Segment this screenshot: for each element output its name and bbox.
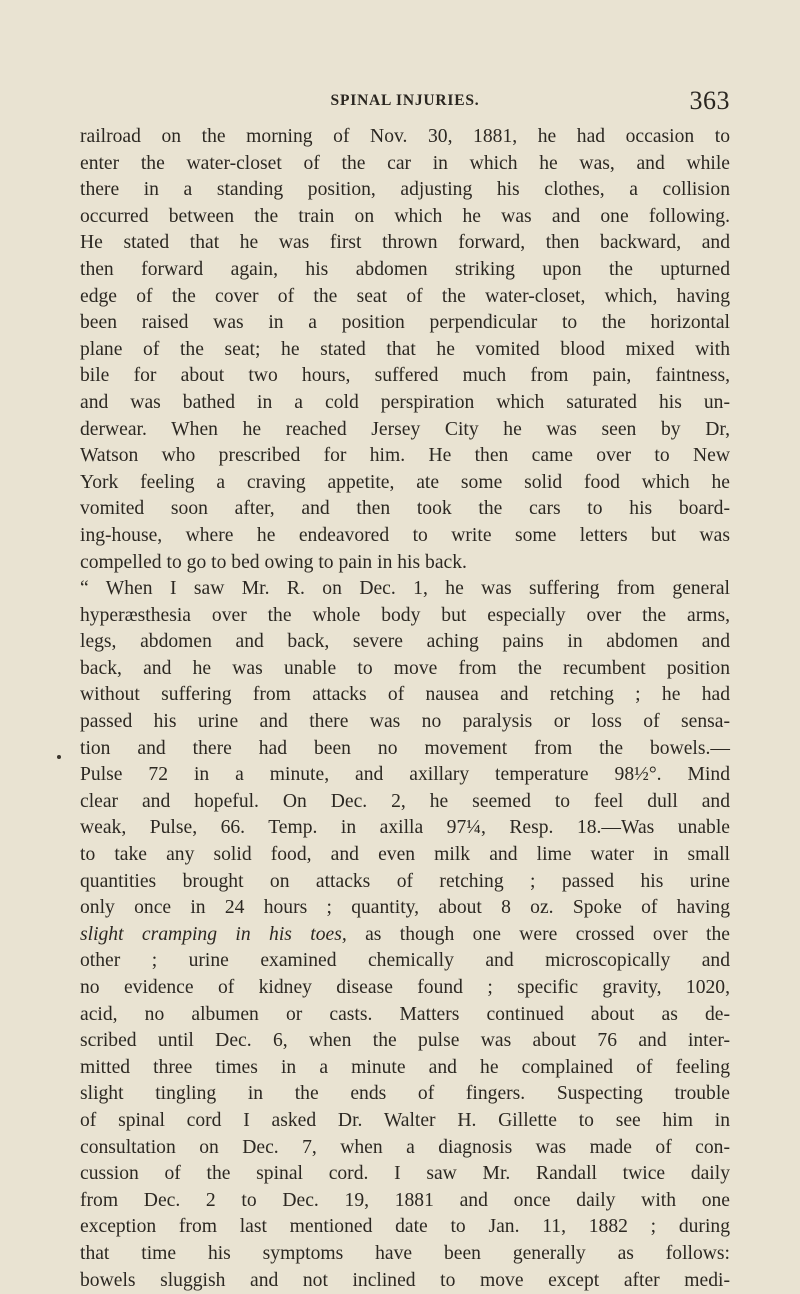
italic-line-rest: as though one were crossed over the <box>346 923 730 945</box>
text-line: passed his urine and there was no paralysis or loss of sensa- <box>80 711 730 733</box>
running-title: SPINAL INJURIES. <box>330 92 480 109</box>
text-line: only once in 24 hours ; quantity, about 8 oz. Spoke of having <box>80 897 730 919</box>
text-line: clear and hopeful. On Dec. 2, he seemed to feel dull and <box>80 790 730 812</box>
text-line: bile for about two hours, suffered much from pain, faintness, <box>80 365 730 387</box>
text-line: back, and he was unable to move from the recumbent position <box>80 657 730 679</box>
text-line: mitted three times in a minute and he complained of feeling <box>80 1056 730 1078</box>
page-number: 363 <box>689 86 730 115</box>
text-line: acid, no albumen or casts. Matters continued about as de- <box>80 1003 730 1025</box>
text-line: bowels sluggish and not inclined to move except after medi- <box>80 1269 730 1291</box>
text-line: hyperæsthesia over the whole body but especially over the arms, <box>80 604 730 626</box>
text-line: edge of the cover of the seat of the water-closet, which, having <box>80 285 730 307</box>
text-line: slight tingling in the ends of fingers. Suspecting trouble <box>80 1083 730 1105</box>
text-line: there in a standing position, adjusting his clothes, a collision <box>80 179 730 201</box>
text-line: occurred between the train on which he was and one following. <box>80 205 730 227</box>
text-line: enter the water-closet of the car in which he was, and while <box>80 152 730 174</box>
text-line: compelled to go to bed owing to pain in his back. <box>80 551 467 573</box>
text-line: York feeling a craving appetite, ate some solid food which he <box>80 471 730 493</box>
text-line: that time his symptoms have been generally as follows: <box>80 1242 730 1264</box>
text-line: railroad on the morning of Nov. 30, 1881, he had occasion to <box>80 126 730 147</box>
text-line: “ When I saw Mr. R. on Dec. 1, he was suffering from general <box>80 578 730 600</box>
text-line-italic-phrase <box>80 922 730 949</box>
text-line: without suffering from attacks of nausea and retching ; he had <box>80 684 730 706</box>
body-text <box>80 124 730 1294</box>
text-line: Watson who prescribed for him. He then came over to New <box>80 445 730 467</box>
text-line: of spinal cord I asked Dr. Walter H. Gillette to see him in <box>80 1109 730 1131</box>
text-line: weak, Pulse, 66. Temp. in axilla 97¼, Resp. 18.—Was unable <box>80 817 730 839</box>
text-line: consultation on Dec. 7, when a diagnosis was made of con- <box>80 1136 730 1158</box>
text-line: then forward again, his abdomen striking upon the upturned <box>80 258 730 280</box>
text-line: other ; urine examined chemically and microscopically and <box>80 950 730 972</box>
margin-mark <box>57 755 61 759</box>
text-line: from Dec. 2 to Dec. 19, 1881 and once daily with one <box>80 1189 730 1211</box>
text-line: to take any solid food, and even milk and lime water in small <box>80 844 730 866</box>
text-line: exception from last mentioned date to Jan. 11, 1882 ; during <box>80 1216 730 1238</box>
text-line: vomited soon after, and then took the cars to his board- <box>80 498 730 520</box>
text-line: ing-house, where he endeavored to write some letters but was <box>80 524 730 546</box>
italic-phrase: slight cramping in his toes, <box>80 923 347 945</box>
text-line: quantities brought on attacks of retching ; passed his urine <box>80 870 730 892</box>
text-line: legs, abdomen and back, severe aching pains in abdomen and <box>80 631 730 653</box>
text-line: been raised was in a position perpendicular to the horizontal <box>80 312 730 334</box>
text-line: tion and there had been no movement from the bowels.— <box>80 737 730 759</box>
text-line: derwear. When he reached Jersey City he was seen by Dr, <box>80 418 730 440</box>
text-line: He stated that he was first thrown forward, then backward, and <box>80 232 730 254</box>
text-line: cussion of the spinal cord. I saw Mr. Randall twice daily <box>80 1163 730 1185</box>
text-line: plane of the seat; he stated that he vomited blood mixed with <box>80 338 730 360</box>
text-line: Pulse 72 in a minute, and axillary temperature 98½°. Mind <box>80 764 730 786</box>
text-line: scribed until Dec. 6, when the pulse was about 76 and inter- <box>80 1030 730 1052</box>
running-head <box>80 86 730 116</box>
text-line: no evidence of kidney disease found ; specific gravity, 1020, <box>80 977 730 998</box>
text-line: and was bathed in a cold perspiration which saturated his un- <box>80 391 730 413</box>
